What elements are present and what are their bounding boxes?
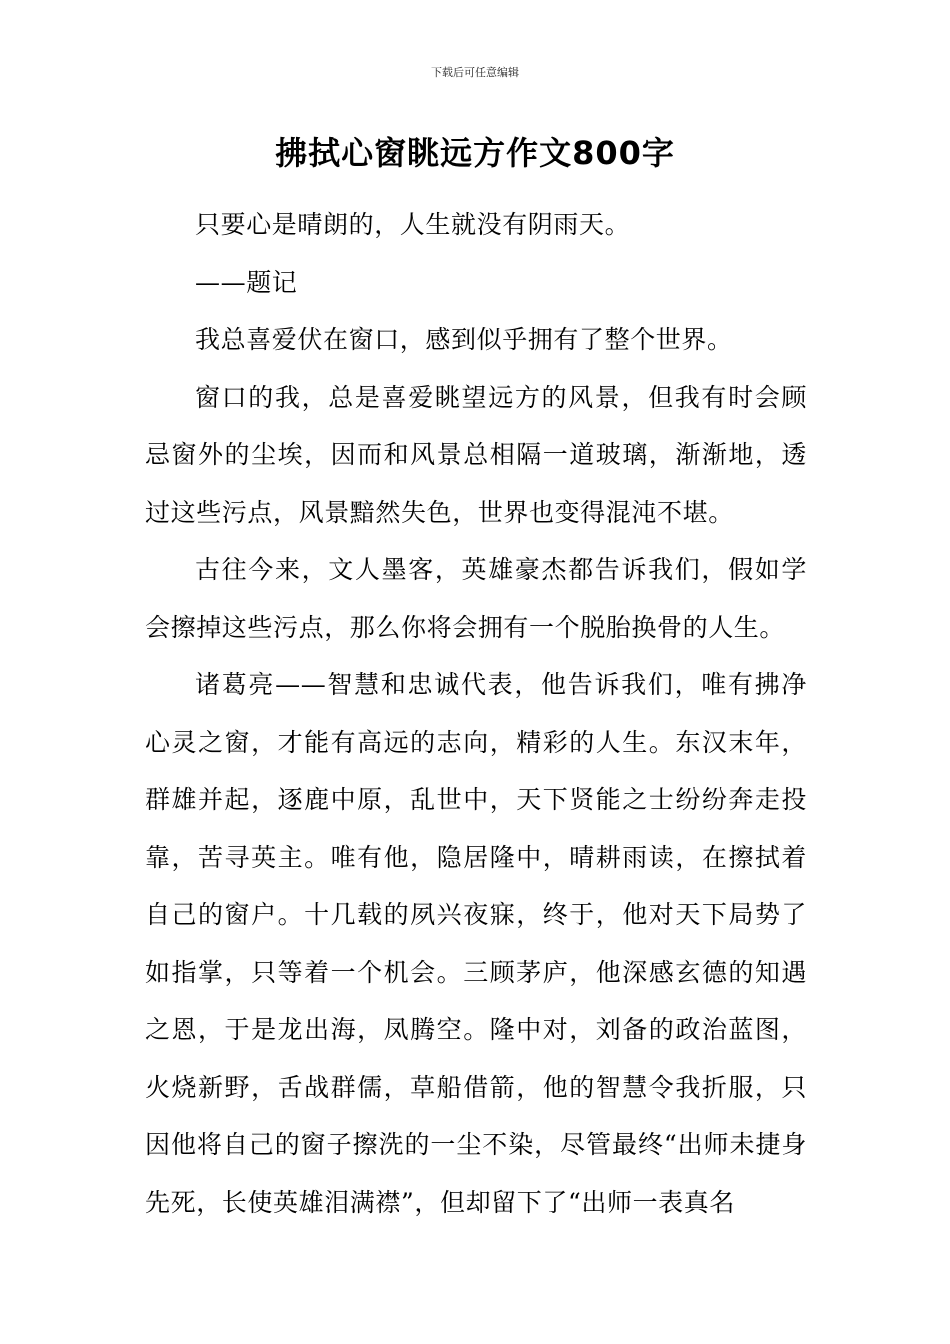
paragraph-epigraph-attribution: ——题记 bbox=[195, 267, 298, 297]
paragraph-1: 我总喜爱伏在窗口，感到似乎拥有了整个世界。 bbox=[195, 325, 733, 354]
header-note: 下载后可任意编辑 bbox=[431, 66, 519, 79]
paragraph-2: 窗口的我，总是喜爱眺望远方的风景，但我有时会顾忌窗外的尘埃，因而和风景总相隔一道玻璃，渐渐地，透过这些污点，风景黯然失色，世界也变得混沌不堪。 bbox=[145, 382, 807, 527]
paragraph-3: 古往今来，文人墨客，英雄豪杰都告诉我们，假如学会擦掉这些污点，那么你将会拥有一个脱胎换骨的人生。 bbox=[145, 555, 807, 642]
document-title: 拂拭心窗眺远方作文800字 bbox=[275, 134, 675, 172]
paragraph-epigraph: 只要心是晴朗的，人生就没有阴雨天。 bbox=[195, 210, 631, 239]
document-body bbox=[145, 196, 807, 1231]
paragraph-4: 诸葛亮——智慧和忠诚代表，他告诉我们，唯有拂净心灵之窗，才能有高远的志向，精彩的人生。东汉末年，群雄并起，逐鹿中原，乱世中，天下贤能之士纷纷奔走投靠，苦寻英主。唯有他，隐居隆中，晴耕雨读，在擦拭着自己的窗户。十几载的夙兴夜寐，终于，他对天下局势了如指掌，只等着一个机会。三顾茅庐，他深感玄德的知遇之恩，于是龙出海，凤腾空。隆中对，刘备的政治蓝图，火烧新野，舌战群儒，草船借箭，他的智慧令我折服，只因他将自己的窗子擦洗的一尘不染，尽管最终“出师未捷身先死，长使英雄泪满襟”，但却留下了“出师一表真名 bbox=[145, 670, 807, 1217]
